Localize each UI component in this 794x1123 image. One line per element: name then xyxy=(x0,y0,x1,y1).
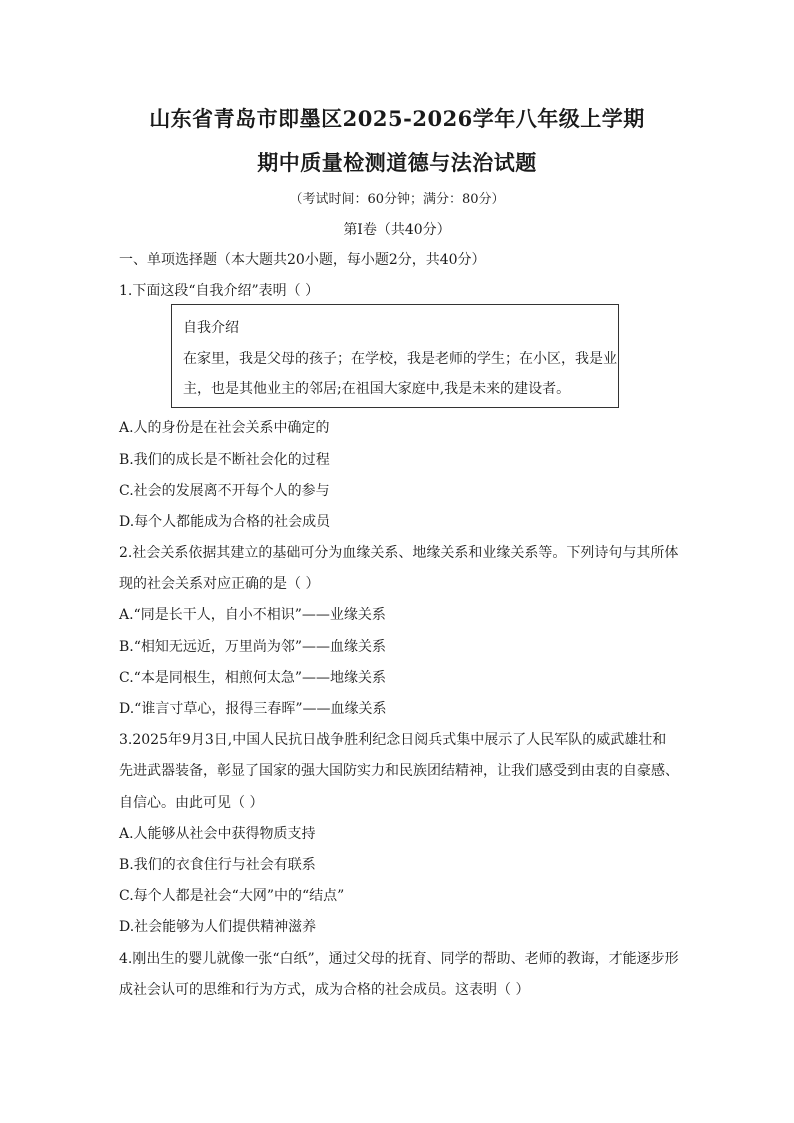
question-3-stem: 自信心。由此可见（ ） xyxy=(119,795,264,811)
question-2-stem: 现的社会关系对应正确的是（ ） xyxy=(119,576,320,592)
self-intro-title: 自我介绍 xyxy=(183,320,239,336)
question-4-stem: 4.刚出生的婴儿就像一张“白纸”，通过父母的抚育、同学的帮助、老师的教诲，才能逐步形 xyxy=(119,951,679,967)
question-1-option-b: B.我们的成长是不断社会化的过程 xyxy=(119,452,330,468)
section-heading: 一、单项选择题（本大题共20小题，每小题2分，共40分） xyxy=(119,252,486,268)
question-3-option-a: A.人能够从社会中获得物质支持 xyxy=(119,826,316,842)
self-intro-text-line: 在家里，我是父母的孩子；在学校，我是老师的学生；在小区，我是业 xyxy=(183,351,617,367)
question-2-option-b: B.“相知无远近，万里尚为邻”——血缘关系 xyxy=(119,639,387,655)
question-3-option-b: B.我们的衣食住行与社会有联系 xyxy=(119,857,316,873)
question-1-option-d: D.每个人都能成为合格的社会成员 xyxy=(119,514,331,530)
question-4-stem: 成社会认可的思维和行为方式，成为合格的社会成员。这表明（ ） xyxy=(119,982,530,998)
question-1-option-c: C.社会的发展离不开每个人的参与 xyxy=(119,483,330,499)
question-1-stem: 1.下面这段“自我介绍”表明（ ） xyxy=(119,283,320,299)
question-3-option-c: C.每个人都是社会“大网”中的“结点” xyxy=(119,888,345,904)
exam-title-line-1: 山东省青岛市即墨区2025-2026学年八年级上学期 xyxy=(149,106,645,131)
question-3-option-d: D.社会能够为人们提供精神滋养 xyxy=(119,919,317,935)
question-2-option-c: C.“本是同根生，相煎何太急”——地缘关系 xyxy=(119,670,386,686)
exam-info: （考试时间：60分钟；满分：80分） xyxy=(289,192,505,207)
self-intro-text-line: 主，也是其他业主的邻居;在祖国大家庭中,我是未来的建设者。 xyxy=(183,381,571,397)
question-3-stem: 3.2025年9月3日,中国人民抗日战争胜利纪念日阅兵式集中展示了人民军队的威武雄壮和 xyxy=(119,732,667,748)
self-intro-box xyxy=(171,304,619,408)
question-2-option-a: A.“同是长干人，自小不相识”——业缘关系 xyxy=(119,607,386,623)
volume-label: 第I卷（共40分） xyxy=(343,222,451,238)
question-2-option-d: D.“谁言寸草心，报得三春晖”——血缘关系 xyxy=(119,701,387,717)
question-2-stem: 2.社会关系依据其建立的基础可分为血缘关系、地缘关系和业缘关系等。下列诗句与其所体 xyxy=(119,545,679,561)
question-3-stem: 先进武器装备，彰显了国家的强大国防实力和民族团结精神，让我们感受到由衷的自豪感、 xyxy=(119,763,679,779)
question-1-option-a: A.人的身份是在社会关系中确定的 xyxy=(119,420,330,436)
exam-title-line-2: 期中质量检测道德与法治试题 xyxy=(257,150,537,175)
